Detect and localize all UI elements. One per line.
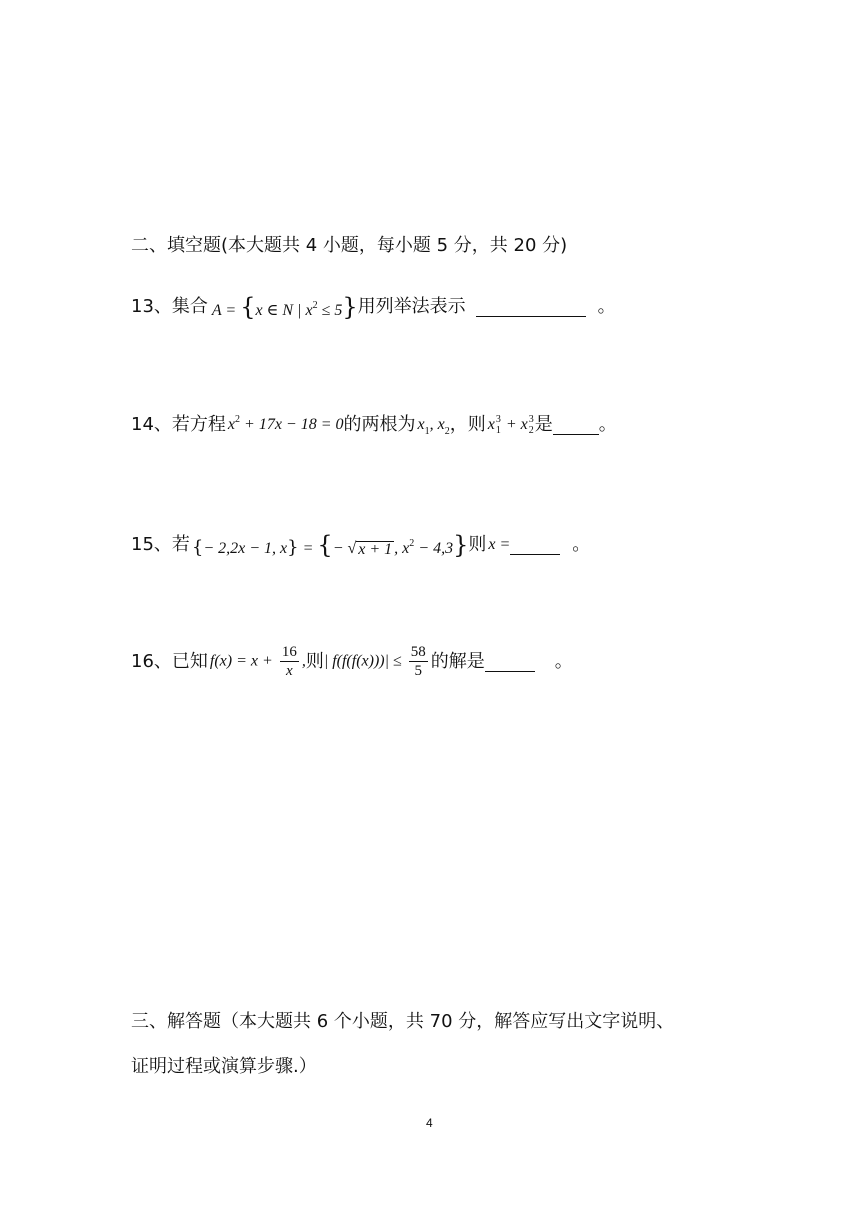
question-text: 的两根为 [343,414,416,435]
variable: x = [488,536,511,553]
question-14 [131,410,617,440]
page-number: 4 [426,1116,433,1130]
set-expression: A = {x ∈ N | $x^2 \le 5$} [211,293,358,321]
roots: $x_1$, $x_2$ [417,416,450,437]
question-text: 则 [305,651,324,672]
question-text: ，则 [449,414,486,435]
question-number: 13、 [131,296,172,317]
question-text: 集合 [171,296,208,317]
set-equation: {− 2,2x − 1, x} = {− √ x + 1 , $x^2 - 4,3$} [191,530,469,559]
inequality: | f(f(f(x)))| ≤ $\frac{58}{5}$ [323,644,426,679]
answer-blank[interactable] [485,653,535,672]
question-text: 的解是 [430,651,485,672]
question-text: 用列举法表示 [357,296,466,317]
section-3-header-line2: 证明过程或演算步骤.） [131,1056,317,1077]
question-13 [131,292,616,322]
question-number: 14、 [131,414,172,435]
question-number: 15、 [131,534,172,555]
question-15 [131,530,590,560]
question-text: 则 [468,534,487,555]
section-2-header: 二、填空题(本大题共 4 小题，每小题 5 分，共 20 分) [131,235,568,256]
question-text: 已知 [171,651,208,672]
question-text: 若 [171,534,190,555]
question-end: 。 [597,296,616,317]
question-16 [131,640,573,684]
answer-blank[interactable] [510,536,560,555]
question-end: 。 [598,414,617,435]
function-definition: f(x) = x + $\frac{16}{x}$ , [209,644,306,679]
answer-blank[interactable] [553,416,599,435]
equation: $x^2 + 17x - 18 = 0$ [227,414,344,433]
question-text: 若方程 [171,414,226,435]
section-3-header-line1: 三、解答题（本大题共 6 个小题，共 70 分，解答应写出文字说明、 [131,1011,675,1032]
cube-sum: x 3 1 + x 3 2 [487,413,534,436]
question-number: 16、 [131,651,172,672]
question-end: 。 [554,651,573,672]
question-end: 。 [572,534,591,555]
question-text: 是 [534,414,553,435]
answer-blank[interactable] [476,298,586,317]
